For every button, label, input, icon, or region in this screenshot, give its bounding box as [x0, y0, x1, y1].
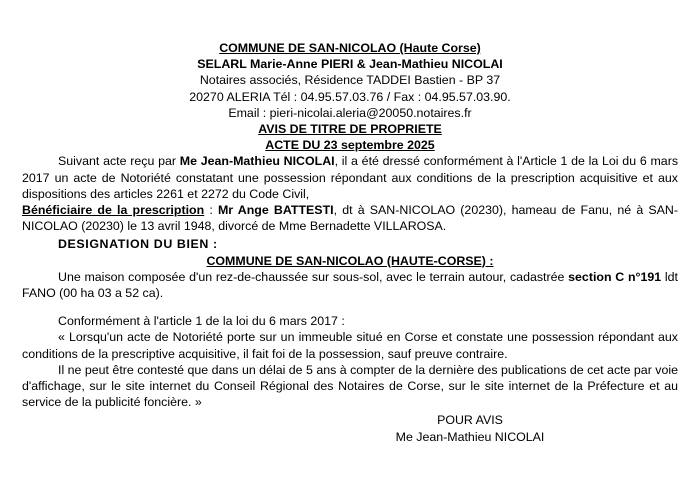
act-received-text-1: Suivant acte reçu par	[58, 154, 180, 169]
firm-role: Notaires associés, Résidence TADDEI Bastien - BP 37	[199, 73, 501, 88]
designation-title: DESIGNATION DU BIEN :	[58, 237, 218, 252]
act-date-title: ACTE DU 23 septembre 2025	[265, 138, 435, 153]
firm-name: SELARL Marie-Anne PIERI & Jean-Mathieu NICOLAI	[197, 57, 503, 72]
property-description-text-1: Une maison composée d'un rez-de-chaussée sur sous-sol, avec le terrain autour, cadastrée	[58, 269, 569, 284]
act-received-text-2: , il a été dressé conformément à l'Article 1 de la Loi du 6 mars 2017 un acte de Notoriété constatant une possession répondant aux conditions de la prescription acquisitive et aux dispositions des articles 2261 et 2272 du Code Civil,	[22, 154, 682, 201]
paragraph-law-quote-1: « Lorsqu'un acte de Notoriété porte sur un immeuble situé en Corse et constate une possession répondant aux conditions de la prescriptive acquisitive, il fait foi de la possession, sauf preuve contraire.	[22, 330, 682, 361]
signature-pour-avis: POUR AVIS	[437, 413, 503, 428]
beneficiary-label: Bénéficiaire de la prescription	[22, 203, 205, 218]
paragraph-property-description	[22, 269, 682, 301]
commune-title: COMMUNE DE SAN-NICOLAO (Haute Corse)	[219, 41, 481, 55]
paragraph-act-received	[22, 153, 682, 202]
firm-email: Email : pieri-nicolai.aleria@20050.notaires.fr	[228, 105, 472, 120]
notice-title: AVIS DE TITRE DE PROPRIETE	[258, 122, 442, 137]
firm-address: 20270 ALERIA Tél : 04.95.57.03.76 / Fax : 04.95.57.03.90.	[189, 89, 511, 104]
paragraph-law-reference: Conformément à l'article 1 de la loi du 6 mars 2017 :	[58, 314, 345, 329]
commune-subtitle: COMMUNE DE SAN-NICOLAO (HAUTE-CORSE) :	[206, 253, 494, 268]
notary-name: Me Jean-Mathieu NICOLAI	[179, 154, 335, 169]
cadastral-reference: section C n°191	[568, 269, 662, 284]
beneficiary-separator: :	[204, 203, 218, 218]
paragraph-beneficiary	[22, 202, 678, 234]
beneficiary-name: Mr Ange BATTESTI	[217, 203, 334, 218]
spacer-before-law-quote	[22, 301, 678, 313]
beneficiary-details: , dt à SAN-NICOLAO (20230), hameau de Fanu, né à SAN-NICOLAO (20230) le 13 avril 1948, divorcé de Mme Bernadette VILLAROSA.	[22, 203, 678, 234]
property-description-text-2: ldt FANO (00 ha 03 a 52 ca).	[22, 269, 682, 301]
signature-notary-name: Me Jean-Mathieu NICOLAI	[395, 429, 545, 444]
paragraph-law-quote-2: Il ne peut être contesté que dans un délai de 5 ans à compter de la dernière des publications de cet acte par voie d'affichage, sur le site internet du Conseil Régional des Notaires de Corse, sur le site internet de la Préfecture et au service de la publicité foncière. »	[22, 362, 682, 410]
